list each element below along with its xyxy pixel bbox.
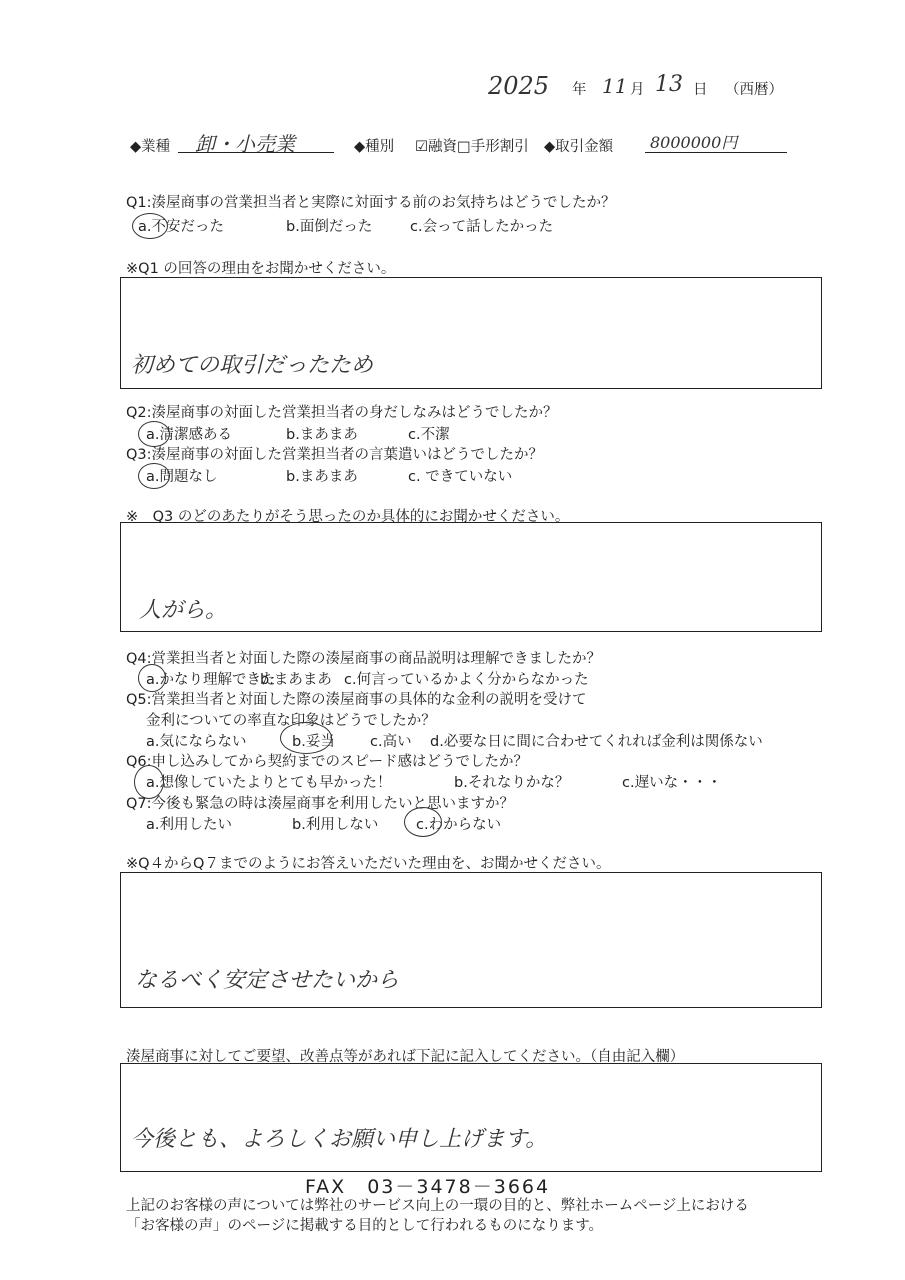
- type-options: ☑融資□手形割引: [415, 139, 529, 155]
- month-label: 月: [630, 82, 645, 98]
- q7-option-c: c.わからない: [416, 817, 502, 833]
- q4-option-a: a.かなり理解できた: [146, 672, 276, 688]
- q6-option-b: b.それなりかな？: [454, 775, 570, 791]
- q5-option-d: d.必要な日に間に合わせてくれれば金利は関係ない: [430, 734, 763, 750]
- q2-option-a: a.清潔感ある: [146, 427, 232, 443]
- q1-reason-box[interactable]: [120, 277, 822, 389]
- q2-option-b: b.まあまあ: [286, 427, 358, 443]
- era-label: （西暦）: [725, 82, 783, 98]
- amount-underline: [645, 152, 787, 153]
- q1-option-a: a.不安だった: [138, 219, 224, 235]
- q1-option-b: b.面倒だった: [286, 219, 373, 235]
- q7-option-a: a.利用したい: [146, 817, 232, 833]
- q2-option-c: c.不潔: [408, 427, 450, 443]
- q3-reason-box[interactable]: [120, 522, 822, 632]
- q3-reason-answer: 人がら。: [139, 598, 228, 623]
- free-box[interactable]: [120, 1063, 822, 1172]
- amount-label: ◆取引金額: [544, 139, 614, 155]
- q3-option-c: c. できていない: [408, 469, 513, 485]
- day-value: 13: [655, 72, 683, 97]
- industry-value: 卸・小売業: [195, 132, 295, 156]
- q4-q7-reason-answer: なるべく安定させたいから: [135, 968, 400, 993]
- year-value: 2025: [488, 72, 550, 100]
- selected-circle: [132, 213, 168, 239]
- q2-question: Q2:湊屋商事の対面した営業担当者の身だしなみはどうでしたか？: [126, 405, 558, 421]
- q3-option-a: a.問題なし: [146, 469, 218, 485]
- q6-question: Q6:申し込みしてから契約までのスピード感はどうでしたか？: [126, 754, 528, 770]
- industry-underline: [178, 152, 334, 153]
- q3-question: Q3:湊屋商事の対面した営業担当者の言葉遣いはどうでしたか？: [126, 447, 544, 463]
- q4-q7-reason-box[interactable]: [120, 872, 822, 1008]
- month-value: 11: [602, 74, 628, 98]
- fax-number: FAX 03－3478－3664: [305, 1176, 551, 1198]
- q5-option-a: a.気にならない: [146, 734, 247, 750]
- q4-option-c: c.何言っているかよく分からなかった: [344, 672, 589, 688]
- q6-option-c: c.遅いな・・・: [622, 775, 722, 791]
- q7-option-b: b.利用しない: [292, 817, 379, 833]
- q4-option-b: b.まあまあ: [260, 672, 332, 688]
- free-answer: 今後とも、よろしくお願い申し上げます。: [131, 1127, 548, 1152]
- q1-reason-prompt: ※Q1 の回答の理由をお聞かせください。: [126, 261, 396, 277]
- selected-circle: [138, 463, 170, 489]
- q4-question: Q4:営業担当者と対面した際の湊屋商事の商品説明は理解できましたか？: [126, 651, 602, 667]
- q4-q7-reason-prompt: ※Q４からQ７までのようにお答えいただいた理由を、お聞かせください。: [126, 856, 611, 872]
- selected-circle: [404, 807, 442, 837]
- q3-reason-prompt: ※ Q3 のどのあたりがそう思ったのか具体的にお聞かせください。: [126, 509, 570, 525]
- industry-label: ◆業種: [130, 139, 171, 155]
- amount-value: 8000000円: [650, 133, 738, 152]
- q7-question: Q7:今後も緊急の時は湊屋商事を利用したいと思いますか？: [126, 796, 515, 812]
- q5-question: Q5:営業担当者と対面した際の湊屋商事の具体的な金利の説明を受けて: [126, 692, 587, 708]
- free-prompt: 湊屋商事に対してご要望、改善点等があれば下記に記入してください。（自由記入欄）: [126, 1049, 685, 1065]
- q1-question: Q1:湊屋商事の営業担当者と実際に対面する前のお気持ちはどうでしたか？: [126, 195, 616, 211]
- q3-option-b: b.まあまあ: [286, 469, 358, 485]
- year-label: 年: [572, 82, 587, 98]
- q1-reason-answer: 初めての取引だったため: [131, 353, 374, 378]
- footer-line-2: 「お客様の声」のページに掲載する目的として行われるものになります。: [126, 1218, 604, 1234]
- q5-question-line2: 金利についての率直な印象はどうでしたか？: [146, 713, 436, 729]
- type-label: ◆種別: [354, 139, 395, 155]
- q5-option-b: b.妥当: [292, 734, 335, 750]
- day-label: 日: [693, 82, 708, 98]
- q1-option-c: c.会って話したかった: [410, 219, 554, 235]
- q5-option-c: c.高い: [370, 734, 412, 750]
- q6-option-a: a.想像していたよりとても早かった！: [146, 775, 392, 791]
- footer-line-1: 上記のお客様の声については弊社のサービス向上の一環の目的と、弊社ホームページ上における: [126, 1198, 749, 1214]
